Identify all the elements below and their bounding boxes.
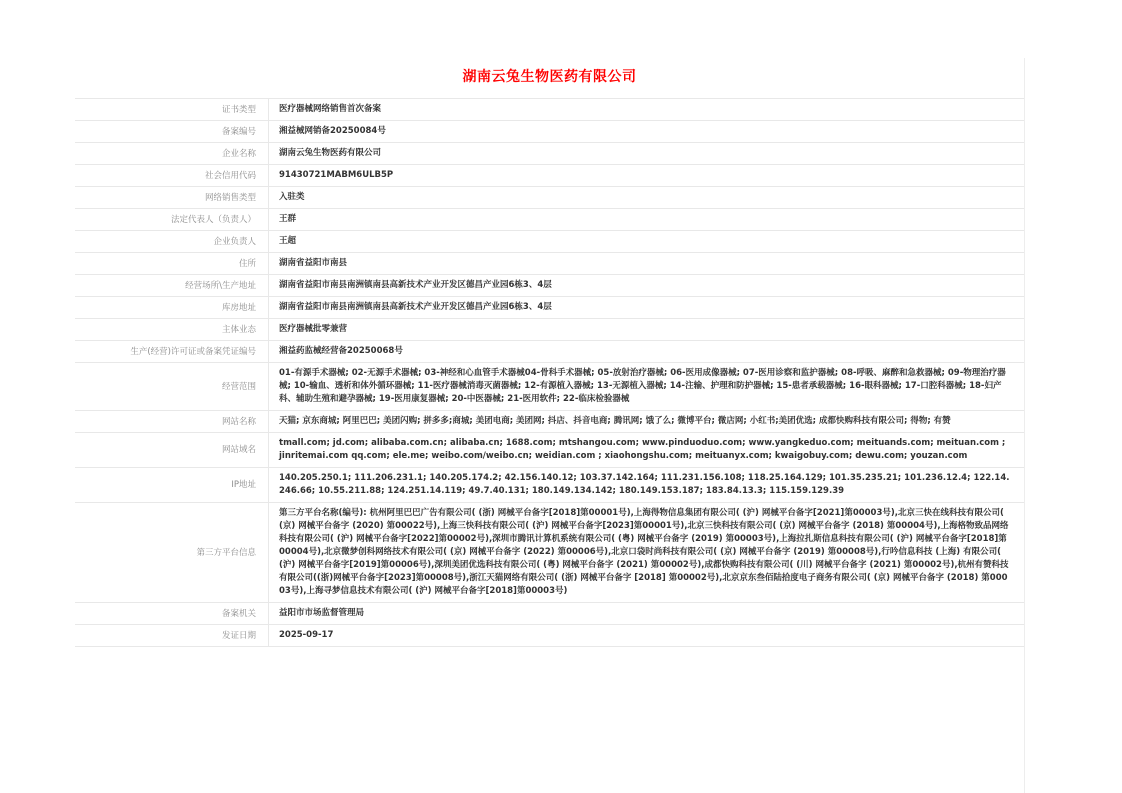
row-label: 法定代表人（负责人）: [170, 214, 256, 225]
row-label: 网站域名: [221, 445, 256, 455]
row-value: 湖南云兔生物医药有限公司: [268, 143, 1024, 164]
row-value: 医疗器械网络销售首次备案: [268, 99, 1024, 120]
table-row-filing-authority: [75, 603, 1024, 625]
row-value: 湘益械网销备20250084号: [268, 121, 1024, 142]
row-value: 湖南省益阳市南县南洲镇南县高新技术产业开发区德昌产业园6栋3、4层: [268, 297, 1024, 318]
row-label: 社会信用代码: [204, 170, 256, 181]
table-row-business-format: [75, 319, 1024, 341]
table-row-legal-representative: [75, 209, 1024, 231]
row-value: 王超: [268, 231, 1024, 252]
row-label: 生产(经营)许可证或备案凭证编号: [130, 346, 256, 357]
row-label: 第三方平台信息: [196, 547, 256, 558]
row-value: 湖南省益阳市南县: [268, 253, 1024, 274]
row-label: 主体业态: [221, 324, 256, 335]
row-value: 2025-09-17: [268, 625, 1024, 646]
table-row-business-scope: [75, 363, 1024, 411]
table-row-business-address: [75, 275, 1024, 297]
table-row-certificate-type: [75, 99, 1024, 121]
table-row-ip-address: [75, 468, 1024, 503]
row-value: 91430721MABM6ULB5P: [268, 165, 1024, 186]
row-label: 备案编号: [221, 126, 256, 137]
row-label: 发证日期: [221, 630, 256, 641]
table-row-third-party-platforms: [75, 503, 1024, 603]
row-label: 备案机关: [221, 608, 256, 619]
registration-table: [75, 98, 1024, 647]
row-label: 住所: [238, 258, 256, 269]
row-value: 入驻类: [268, 187, 1024, 208]
row-label: 证书类型: [221, 104, 256, 115]
row-value: 01-有源手术器械; 02-无源手术器械; 03-神经和心血管手术器械04-骨科手术器械; 05-放射治疗器械; 06-医用成像器械; 07-医用诊察和监护器械; 08-呼吸、麻醉和急救器械; 09-物理治疗器械; 10-输血、透析和体外循环器械; 11-医疗器械消毒灭菌器械; 12-有源植入器械; 13-无源植入器械; 14-注输、护理和防护器械; 15-患者承载器械; 16-眼科器械; 17-口腔科器械; 18-妇产科、辅助生殖和避孕器械; 19-医用康复器械; 20-中医器械; 21-医用软件; 22-临床检验器械: [268, 363, 1024, 410]
row-value: 王群: [268, 209, 1024, 230]
table-row-website-names: [75, 411, 1024, 433]
row-value: 天猫; 京东商城; 阿里巴巴; 美团闪购; 拼多多;商城; 美团电商; 美团网; 抖店、抖音电商; 腾讯网; 饿了么; 微博平台; 微店网; 小红书;美团优选; 成都快购科技有限公司; 得物; 有赞: [268, 411, 1024, 432]
table-row-website-domains: [75, 433, 1024, 468]
row-label: 经营范围: [221, 381, 256, 392]
row-value: 140.205.250.1; 111.206.231.1; 140.205.174.2; 42.156.140.12; 103.37.142.164; 111.231.156.108; 118.25.164.129; 101.35.235.21; 101.236.12.4; 122.14.246.66; 10.55.211.88; 124.251.14.119; 49.7.40.131; 180.149.134.142; 180.149.153.187; 183.84.13.3; 115.159.129.39: [268, 468, 1024, 502]
table-row-license-number: [75, 341, 1024, 363]
table-row-warehouse-address: [75, 297, 1024, 319]
row-value: 医疗器械批零兼营: [268, 319, 1024, 340]
certificate-content: [75, 58, 1025, 793]
row-label: 网站名称: [221, 416, 256, 427]
row-value: 第三方平台名称(编号): 杭州阿里巴巴广告有限公司( (浙) 网械平台备字[2018]第00001号),上海得物信息集团有限公司( (沪) 网械平台备字[2021]第00003号),北京三快在线科技有限公司( (京) 网械平台备字 (2020) 第00022号),上海三快科技有限公司( (沪) 网械平台备字[2023]第00001号),北京三快科技有限公司( (京) 网械平台备字 (2018) 第00004号),上海格物致品网络科技有限公司( (沪) 网械平台备字[2022]第00002号),深圳市腾讯计算机系统有限公司( (粤) 网械平台备字 (2019) 第00003号),上海拉扎斯信息科技有限公司( (沪) 网械平台备字[2018]第00004号),北京微梦创科网络技术有限公司( (京) 网械平台备字 (2022) 第00006号),北京口袋时尚科技有限公司( (京) 网械平台备字 (2019) 第00008号),行吟信息科技 (上海) 有限公司( (沪) 网械平台备字[2019]第00006号),深圳美团优选科技有限公司( (粤) 网械平台备字 (2021) 第00002号),成都快购科技有限公司( (川) 网械平台备字 (2021) 第00002号),杭州有赞科技有限公司((浙)网械平台备字[2023]第00008号),浙江天猫网络有限公司( (浙) 网械平台备字 [2018] 第00002号),北京京东叁佰陆拾度电子商务有限公司( (京) 网械平台备字 (2018) 第00003号),上海寻梦信息技术有限公司( (沪) 网械平台备字[2018]第00003号): [268, 503, 1024, 602]
table-row-issue-date: [75, 625, 1024, 647]
row-value: 湖南省益阳市南县南洲镇南县高新技术产业开发区德昌产业园6栋3、4层: [268, 275, 1024, 296]
table-row-company-name: [75, 143, 1024, 165]
table-row-sales-type: [75, 187, 1024, 209]
row-label: 库房地址: [221, 302, 256, 313]
table-row-company-manager: [75, 231, 1024, 253]
row-value: tmall.com; jd.com; alibaba.com.cn; alibaba.cn; 1688.com; mtshangou.com; www.pinduoduo.com; www.yangkeduo.com; meituands.com; meituan.com ; jinritemai.com qq.com; ele.me; weibo.com/weibo.cn; weidian.com ; xiaohongshu.com; meituanyx.com; kwaigobuy.com; dewu.com; youzan.com: [268, 433, 1024, 467]
table-row-record-number: [75, 121, 1024, 143]
table-row-residence: [75, 253, 1024, 275]
table-row-credit-code: [75, 165, 1024, 187]
row-label: 企业名称: [221, 148, 256, 159]
row-value: 益阳市市场监督管理局: [268, 603, 1024, 624]
page-title: 湖南云兔生物医药有限公司: [462, 69, 637, 85]
row-label: 网络销售类型: [204, 192, 256, 203]
row-value: 湘益药监械经营备20250068号: [268, 341, 1024, 362]
row-label: 经营场所\生产地址: [185, 280, 256, 291]
row-label: IP地址: [231, 480, 256, 490]
row-label: 企业负责人: [213, 236, 256, 247]
